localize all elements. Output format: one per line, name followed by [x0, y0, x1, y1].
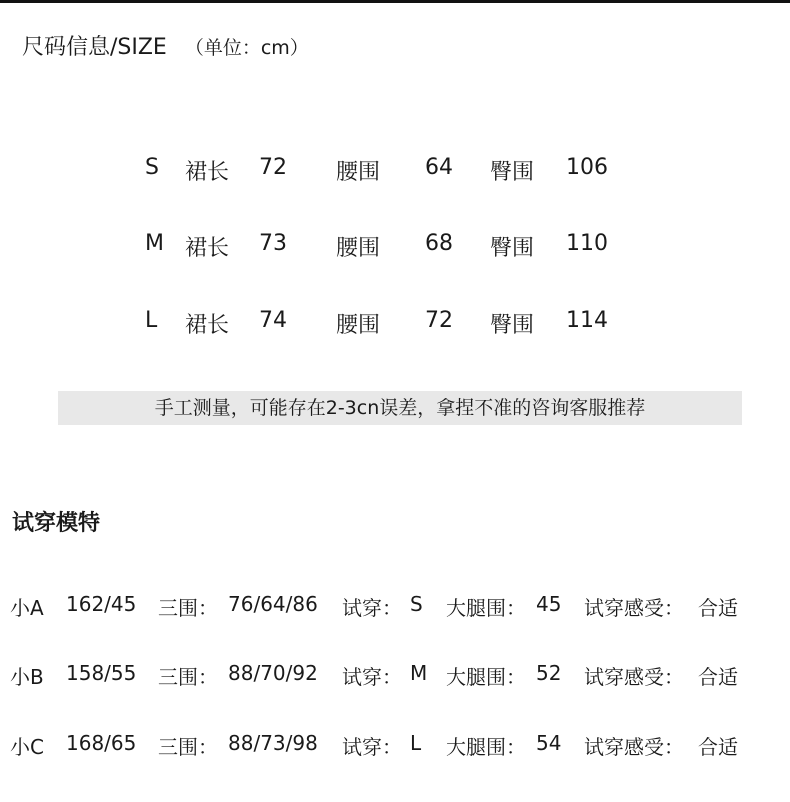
model-row-c: [0, 731, 790, 765]
waist-value: 72: [425, 308, 453, 333]
try-size-label: 试穿：: [342, 665, 402, 689]
thigh-value: 45: [536, 592, 562, 616]
length-value: 72: [259, 155, 287, 180]
length-label: 裙长: [185, 160, 230, 185]
thigh-label: 大腿围：: [446, 735, 526, 759]
measurements-value: 88/73/98: [228, 731, 318, 755]
hip-label: 臀围: [490, 313, 535, 338]
hip-label: 臀围: [490, 236, 535, 261]
size-label: M: [145, 231, 164, 256]
measurements-label: 三围：: [158, 596, 218, 620]
model-name: 小C: [10, 735, 44, 759]
model-name: 小A: [10, 596, 44, 620]
title-text: 尺码信息/SIZE: [22, 35, 167, 60]
length-label: 裙长: [185, 236, 230, 261]
models-title: 试穿模特: [12, 511, 101, 536]
feel-label: 试穿感受：: [584, 735, 684, 759]
thigh-value: 54: [536, 731, 562, 755]
size-label: L: [145, 308, 158, 333]
height-weight: 162/45: [66, 592, 137, 616]
waist-label: 腰围: [336, 236, 381, 261]
waist-label: 腰围: [336, 160, 381, 185]
try-size-label: 试穿：: [342, 735, 402, 759]
try-size-value: M: [410, 661, 428, 685]
unit-note: （单位：cm）: [184, 37, 309, 59]
model-row-b: [0, 661, 790, 695]
hip-value: 106: [566, 155, 608, 180]
measurement-note: 手工测量，可能存在2-3cn误差，拿捏不准的咨询客服推荐: [58, 391, 742, 425]
feel-value: 合适: [698, 596, 738, 620]
feel-value: 合适: [698, 735, 738, 759]
height-weight: 168/65: [66, 731, 137, 755]
model-row-a: [0, 592, 790, 626]
size-row-s: [0, 155, 790, 189]
height-weight: 158/55: [66, 661, 137, 685]
length-value: 73: [259, 231, 287, 256]
feel-label: 试穿感受：: [584, 596, 684, 620]
feel-label: 试穿感受：: [584, 665, 684, 689]
top-divider: [0, 0, 790, 3]
measurements-value: 88/70/92: [228, 661, 318, 685]
thigh-value: 52: [536, 661, 562, 685]
waist-value: 64: [425, 155, 453, 180]
waist-label: 腰围: [336, 313, 381, 338]
length-value: 74: [259, 308, 287, 333]
size-label: S: [145, 155, 159, 180]
thigh-label: 大腿围：: [446, 665, 526, 689]
measurements-label: 三围：: [158, 735, 218, 759]
measurements-value: 76/64/86: [228, 592, 318, 616]
page-title: [22, 30, 309, 61]
waist-value: 68: [425, 231, 453, 256]
length-label: 裙长: [185, 313, 230, 338]
hip-value: 114: [566, 308, 608, 333]
try-size-value: L: [410, 731, 422, 755]
try-size-label: 试穿：: [342, 596, 402, 620]
size-row-m: [0, 231, 790, 265]
feel-value: 合适: [698, 665, 738, 689]
thigh-label: 大腿围：: [446, 596, 526, 620]
measurements-label: 三围：: [158, 665, 218, 689]
hip-value: 110: [566, 231, 608, 256]
size-row-l: [0, 308, 790, 342]
model-name: 小B: [10, 665, 44, 689]
hip-label: 臀围: [490, 160, 535, 185]
try-size-value: S: [410, 592, 423, 616]
